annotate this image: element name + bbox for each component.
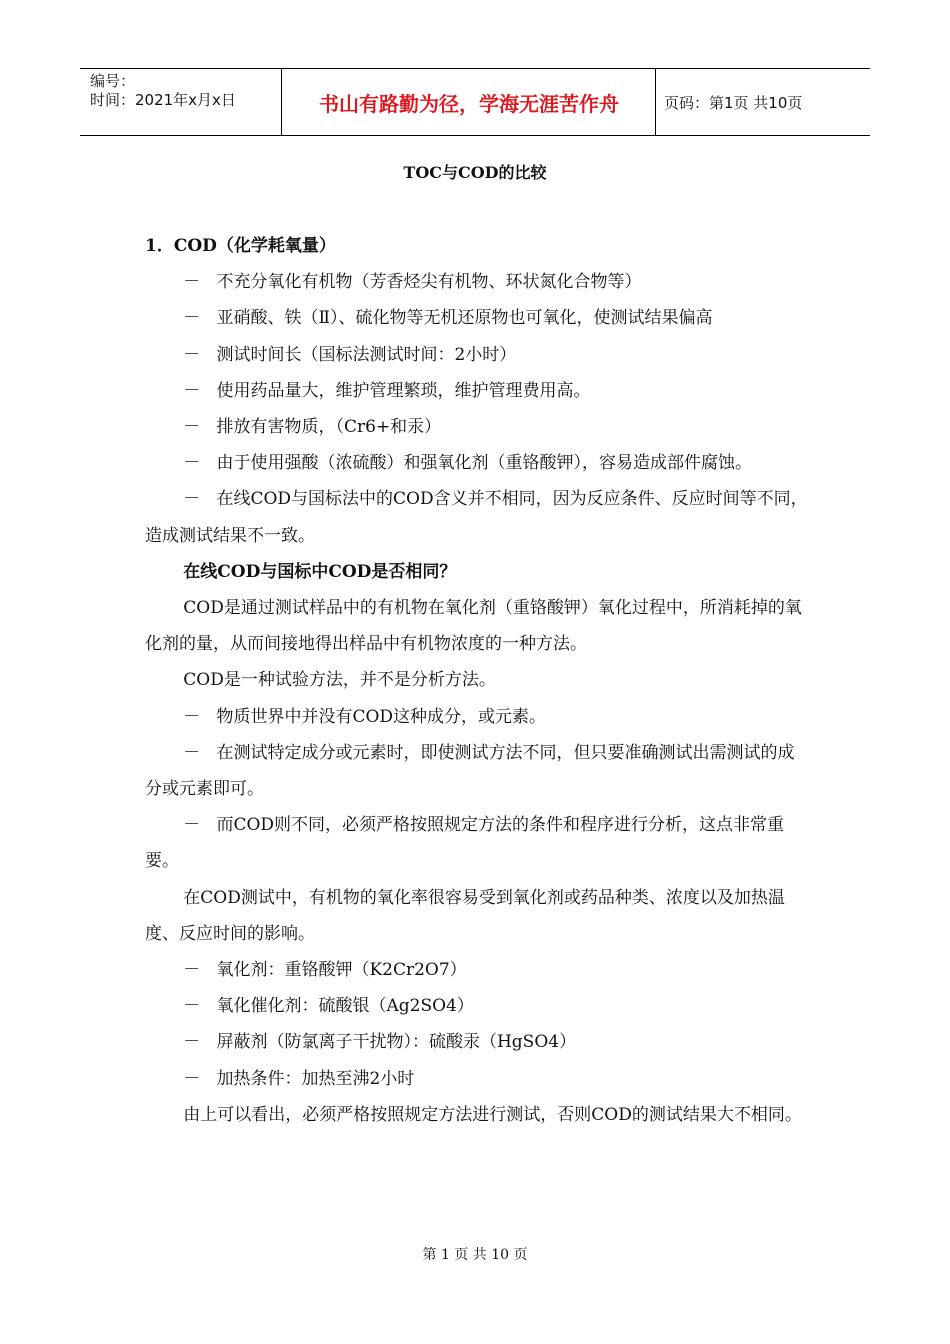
dash-marker: － — [183, 996, 201, 1017]
header-divider-left — [281, 69, 282, 135]
bullet-item — [145, 735, 810, 807]
header-top-rule — [80, 68, 870, 69]
header-divider-right — [655, 69, 656, 135]
dash-marker: － — [183, 272, 201, 293]
bullet-item — [145, 409, 810, 445]
subheading: 在线COD与国标中COD是否相同？ — [183, 561, 457, 582]
bullet-text: 屏蔽剂（防氯离子干扰物）：硫酸汞（HgSO4） — [216, 1032, 577, 1053]
dash-marker: － — [183, 417, 201, 438]
bullet-item — [145, 988, 810, 1024]
bullet-item — [145, 807, 810, 879]
bullet-text: 排放有害物质，（Cr6+和汞） — [216, 417, 442, 438]
bullet-item — [145, 481, 810, 553]
dash-marker: － — [183, 1032, 201, 1053]
bullet-text: 不充分氧化有机物（芳香烃尖有机物、环状氮化合物等） — [216, 272, 642, 293]
bullet-text: 物质世界中并没有COD这种成分，或元素。 — [216, 706, 547, 727]
paragraph: COD是通过测试样品中的有机物在氧化剂（重铬酸钾）氧化过程中，所消耗掉的氧化剂的量，从而间接地得出样品中有机物浓度的一种方法。 — [145, 598, 802, 655]
dash-marker: － — [183, 706, 201, 727]
dash-marker: － — [183, 453, 201, 474]
bullet-item — [145, 264, 810, 300]
document-body — [145, 228, 810, 1133]
bullet-item — [145, 1024, 810, 1060]
header-page-info: 页码：第1页 共10页 — [664, 94, 803, 112]
dash-marker: － — [183, 742, 201, 763]
bullet-text: 在测试特定成分或元素时，即使测试方法不同，但只要准确测试出需测试的成分或元素即可。 — [145, 742, 795, 800]
dash-marker: － — [183, 308, 201, 329]
header-motto: 书山有路勤为径，学海无涯苦作舟 — [319, 92, 619, 116]
dash-marker: － — [183, 380, 201, 401]
paragraph: 在COD测试中，有机物的氧化率很容易受到氧化剂或药品种类、浓度以及加热温度、反应时间的影响。 — [145, 887, 785, 944]
page-footer: 第 1 页 共 10 页 — [422, 1247, 528, 1263]
dash-marker: － — [183, 960, 201, 981]
section-heading: 1．COD（化学耗氧量） — [145, 236, 336, 256]
bullet-item — [145, 1061, 810, 1097]
bullet-text: 由于使用强酸（浓硫酸）和强氧化剂（重铬酸钾），容易造成部件腐蚀。 — [216, 453, 752, 474]
dash-marker: － — [183, 344, 201, 365]
bullet-text: 使用药品量大，维护管理繁琐，维护管理费用高。 — [216, 380, 591, 401]
bullet-text: 亚硝酸、铁（Ⅱ）、硫化物等无机还原物也可氧化，使测试结果偏高 — [216, 308, 713, 329]
paragraph: 由上可以看出，必须严格按照规定方法进行测试，否则COD的测试结果大不相同。 — [183, 1104, 802, 1125]
header-code-label: 编号： — [90, 72, 136, 90]
bullet-item — [145, 699, 810, 735]
header-bottom-rule — [80, 135, 870, 136]
bullet-item — [145, 952, 810, 988]
paragraph: COD是一种试验方法，并不是分析方法。 — [183, 670, 496, 691]
document-title: TOC与COD的比较 — [403, 163, 547, 182]
bullet-text: 而COD则不同，必须严格按照规定方法的条件和程序进行分析，这点非常重要。 — [145, 815, 785, 872]
bullet-item — [145, 445, 810, 481]
bullet-text: 氧化催化剂：硫酸银（Ag2SO4） — [216, 996, 474, 1017]
bullet-text: 加热条件：加热至沸2小时 — [216, 1068, 415, 1089]
dash-marker: － — [183, 815, 201, 836]
bullet-text: 测试时间长（国标法测试时间：2小时） — [216, 344, 517, 365]
bullet-item — [145, 300, 810, 336]
dash-marker: － — [183, 1068, 201, 1089]
bullet-item — [145, 337, 810, 373]
dash-marker: － — [183, 489, 201, 510]
bullet-item — [145, 373, 810, 409]
bullet-text: 在线COD与国标法中的COD含义并不相同，因为反应条件、反应时间等不同，造成测试结果不一致。 — [145, 489, 808, 546]
bullet-text: 氧化剂：重铬酸钾（K2Cr2O7） — [216, 960, 467, 981]
header-date: 时间：2021年x月x日 — [90, 91, 236, 109]
